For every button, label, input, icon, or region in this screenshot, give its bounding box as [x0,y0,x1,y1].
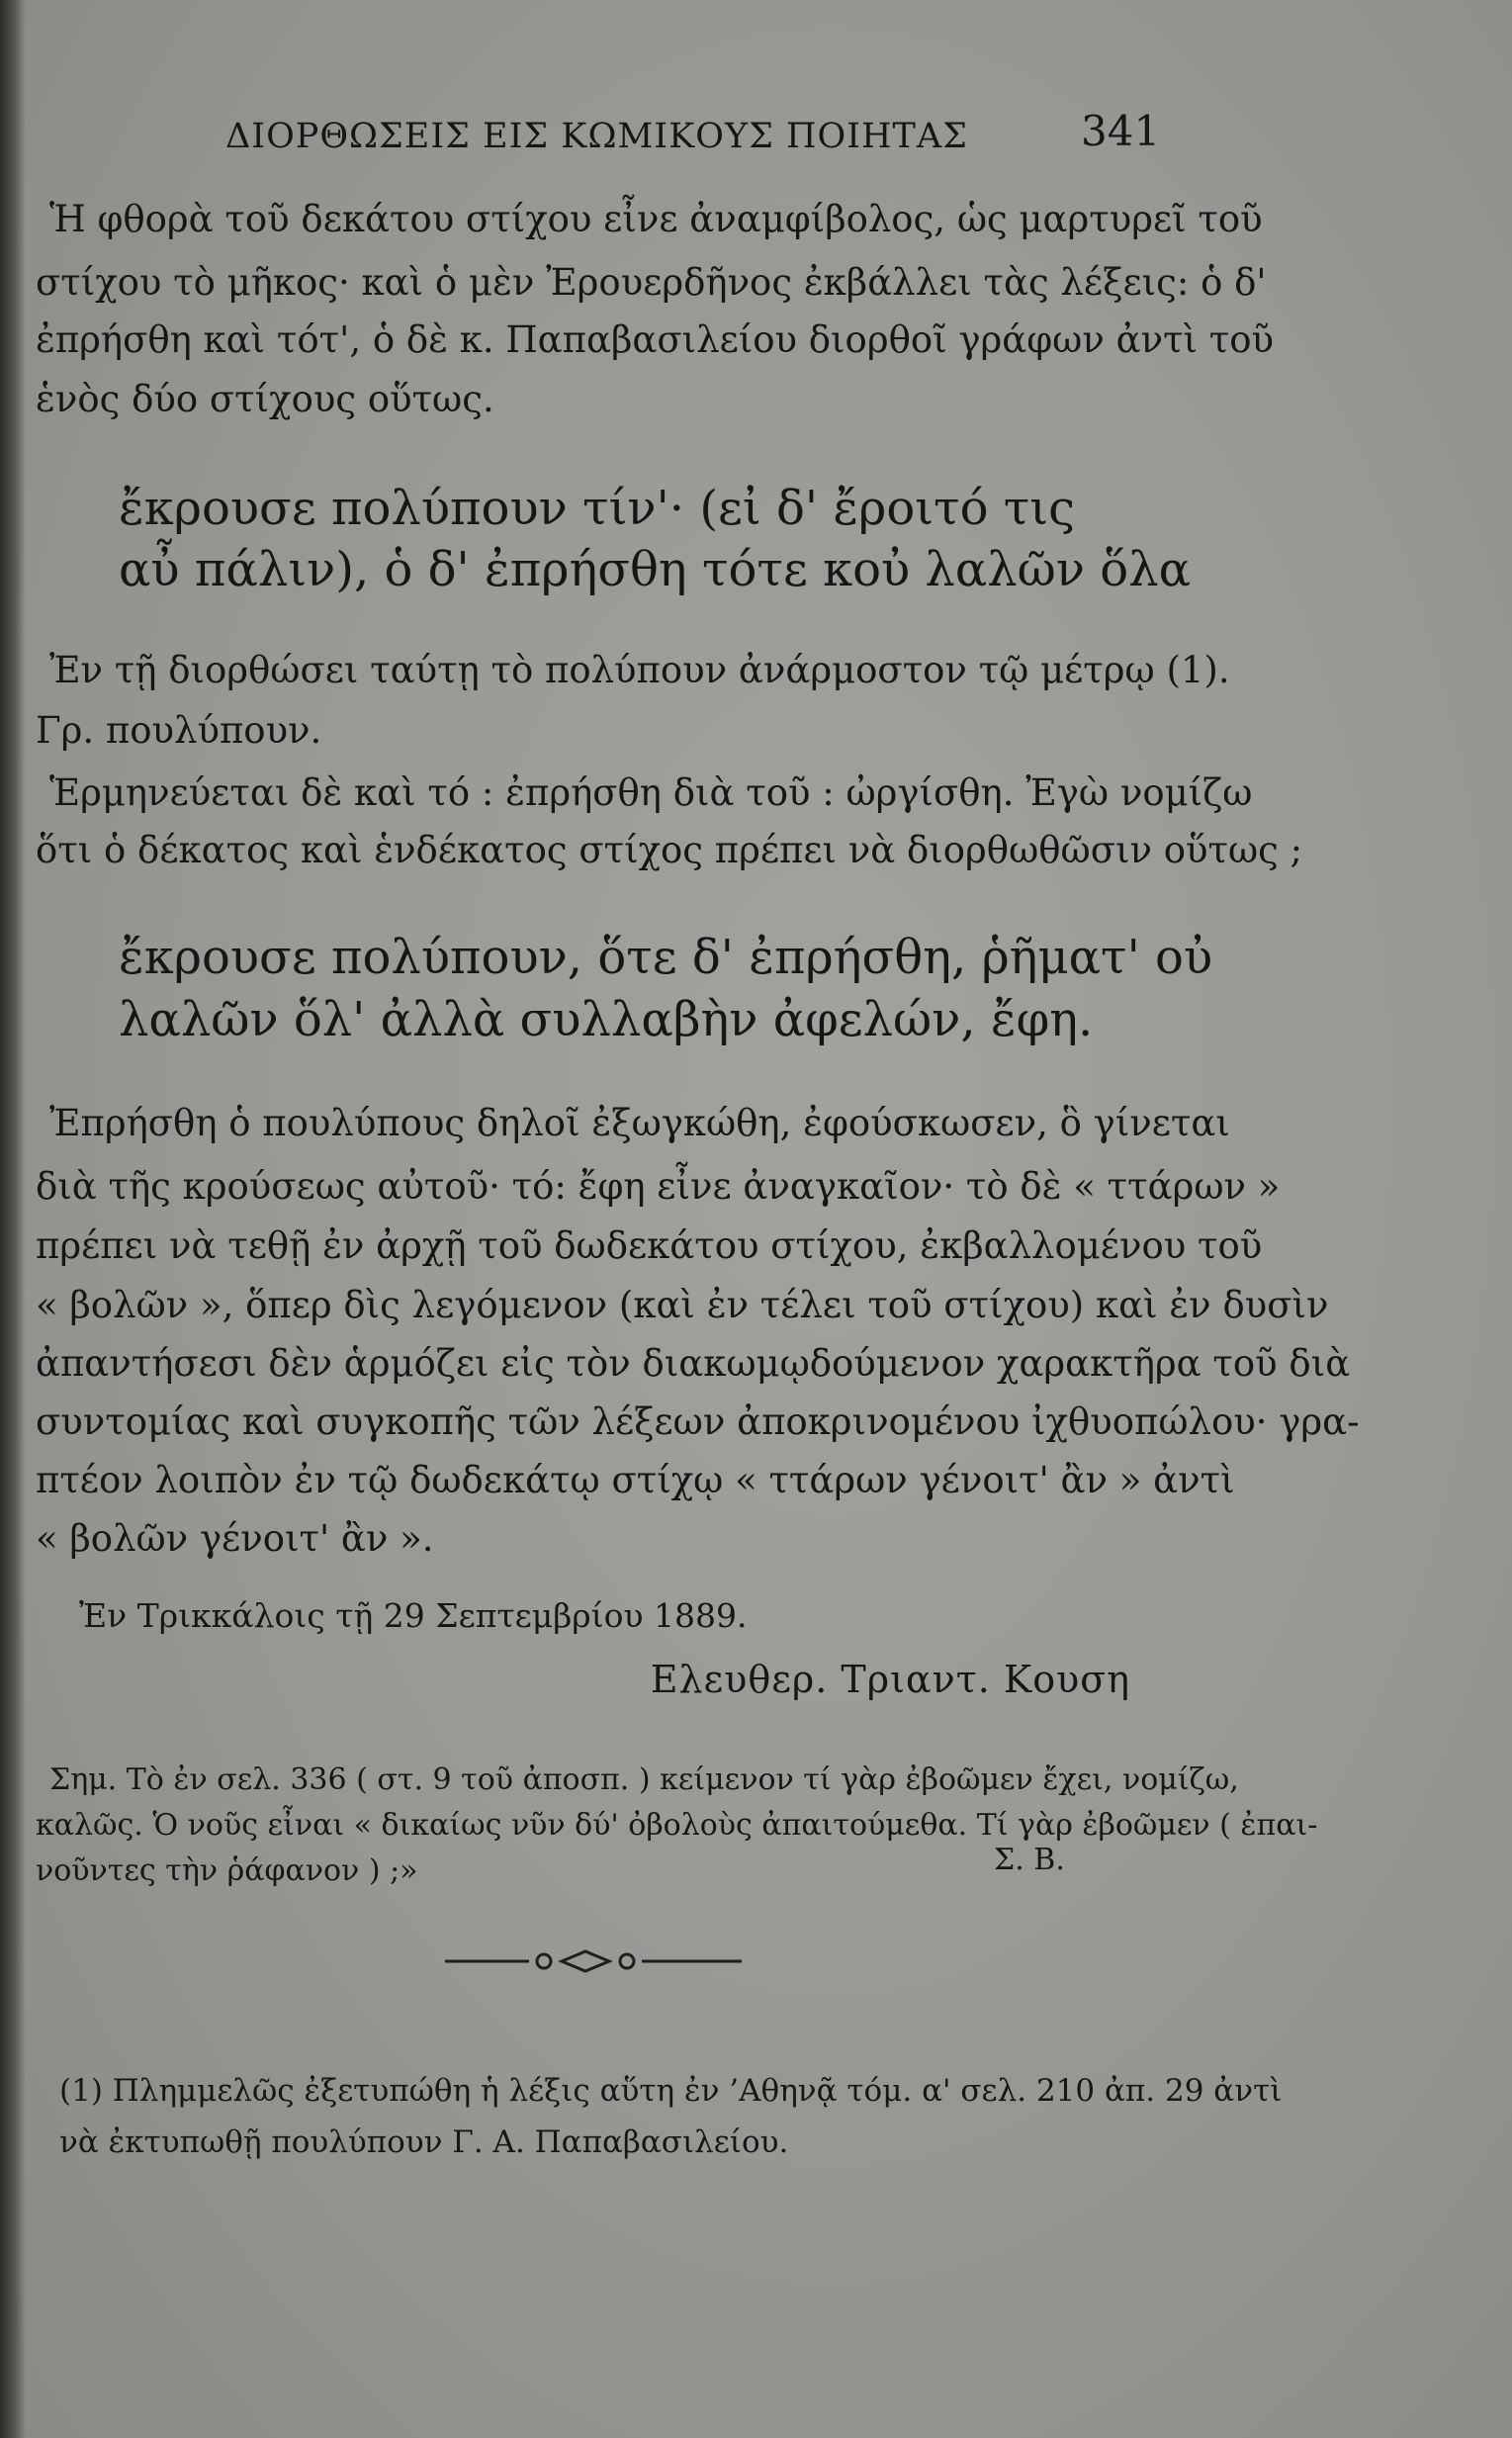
paragraph-2-line: Ἑρμηνεύεται δὲ καὶ τό : ἐπρήσθη διὰ τοῦ : ὠργίσθη. Ἐγὼ νομίζω [49,771,1253,814]
page-number: 341 [1081,107,1161,155]
running-head: ΔΙΟΡΘΩΣΕΙΣ ΕΙΣ ΚΩΜΙΚΟΥΣ ΠΟΙΗΤΑΣ [225,117,968,156]
paragraph-3-line: « βολῶν », ὅπερ δὶς λεγόμενον (καὶ ἐν τέλει τοῦ στίχου) καὶ ἐν δυσὶν [36,1284,1329,1326]
footnote-line: νὰ ἐκτυπωθῇ πουλύπουν Γ. Α. Παπαβασιλείου. [59,2124,789,2160]
verse-line: αὖ πάλιν), ὁ δ' ἐπρήσθη τότε κοὐ λαλῶν ὅλα [119,542,1191,597]
paragraph-3-line: διὰ τῆς κρούσεως αὐτοῦ· τό: ἔφη εἶνε ἀναγκαῖον· τὸ δὲ « ττάρων » [36,1165,1281,1208]
verse-line: ἔκρουσε πολύπουν τίν'· (εἰ δ' ἔροιτό τις [119,481,1076,536]
note-line: Σημ. Τὸ ἐν σελ. 336 ( στ. 9 τοῦ ἀποσπ. ) κείμενον τί γὰρ ἐβοῶμεν ἔχει, νομίζω, [49,1762,1239,1797]
paragraph-3-line: Ἐπρήσθη ὁ πουλύπους δηλοῖ ἐξωγκώθη, ἐφούσκωσεν, ὃ γίνεται [49,1102,1230,1144]
paragraph-1-line: Ἡ φθορὰ τοῦ δεκάτου στίχου εἶνε ἀναμφίβολος, ὡς μαρτυρεῖ τοῦ [49,198,1263,240]
note-line: καλῶς. Ὁ νοῦς εἶναι « δικαίως νῦν δύ' ὀβολοὺς ἀπαιτούμεθα. Τί γὰρ ἐβοῶμεν ( ἐπαι- [36,1808,1318,1843]
footnote-line: (1) Πλημμελῶς ἐξετυπώθη ἡ λέξις αὕτη ἐν ’Αθηνᾷ τόμ. α' σελ. 210 ἀπ. 29 ἀντὶ [59,2073,1283,2109]
paragraph-3-line: συντομίας καὶ συγκοπῆς τῶν λέξεων ἀποκρινομένου ἰχθυοπώλου· γρα- [36,1400,1360,1443]
paragraph-2-line: Ἐν τῇ διορθώσει ταύτῃ τὸ πολύπουν ἀνάρμοστον τῷ μέτρῳ (1). [49,649,1230,691]
signature: Ελευθερ. Τριαντ. Κουση [650,1658,1130,1701]
binding-gutter-shadow [0,0,26,2438]
paragraph-1-line: ἑνὸς δύο στίχους οὕτως. [36,378,494,420]
paragraph-2-line: ὅτι ὁ δέκατος καὶ ἑνδέκατος στίχος πρέπει νὰ διορθωθῶσιν οὕτως ; [36,829,1303,871]
dateline: Ἐν Τρικκάλοις τῇ 29 Σεπτεμβρίου 1889. [79,1596,748,1635]
paragraph-1-line: ἐπρήσθη καὶ τότ', ὁ δὲ κ. Παπαβασιλείου διορθοῖ γράφων ἀντὶ τοῦ [36,318,1275,361]
ornament-divider-icon [445,1946,742,1976]
note-initials: Σ. Β. [994,1843,1065,1877]
verse-line: ἔκρουσε πολύπουν, ὅτε δ' ἐπρήσθη, ῥῆματ' οὐ [119,930,1213,985]
verse-line: λαλῶν ὅλ' ἀλλὰ συλλαβὴν ἀφελών, ἔφη. [119,992,1094,1047]
paragraph-2-line: Γρ. πουλύπουν. [36,709,322,752]
paragraph-3-line: πρέπει νὰ τεθῇ ἐν ἀρχῇ τοῦ δωδεκάτου στίχου, ἐκβαλλομένου τοῦ [36,1224,1263,1267]
note-line: νοῦντες τὴν ῥάφανον ) ;» [36,1853,418,1888]
paragraph-3-line: πτέον λοιπὸν ἐν τῷ δωδεκάτῳ στίχῳ « ττάρων γένοιτ' ἂν » ἀντὶ [36,1459,1235,1501]
paragraph-3-line: « βολῶν γένοιτ' ἂν ». [36,1517,434,1560]
paragraph-3-line: ἀπαντήσεσι δὲν ἁρμόζει εἰς τὸν διακωμῳδούμενον χαρακτῆρα τοῦ διὰ [36,1342,1351,1385]
paragraph-1-line: στίχου τὸ μῆκος· καὶ ὁ μὲν Ἐρουερδῆνος ἐκβάλλει τὰς λέξεις: ὁ δ' [36,261,1267,304]
